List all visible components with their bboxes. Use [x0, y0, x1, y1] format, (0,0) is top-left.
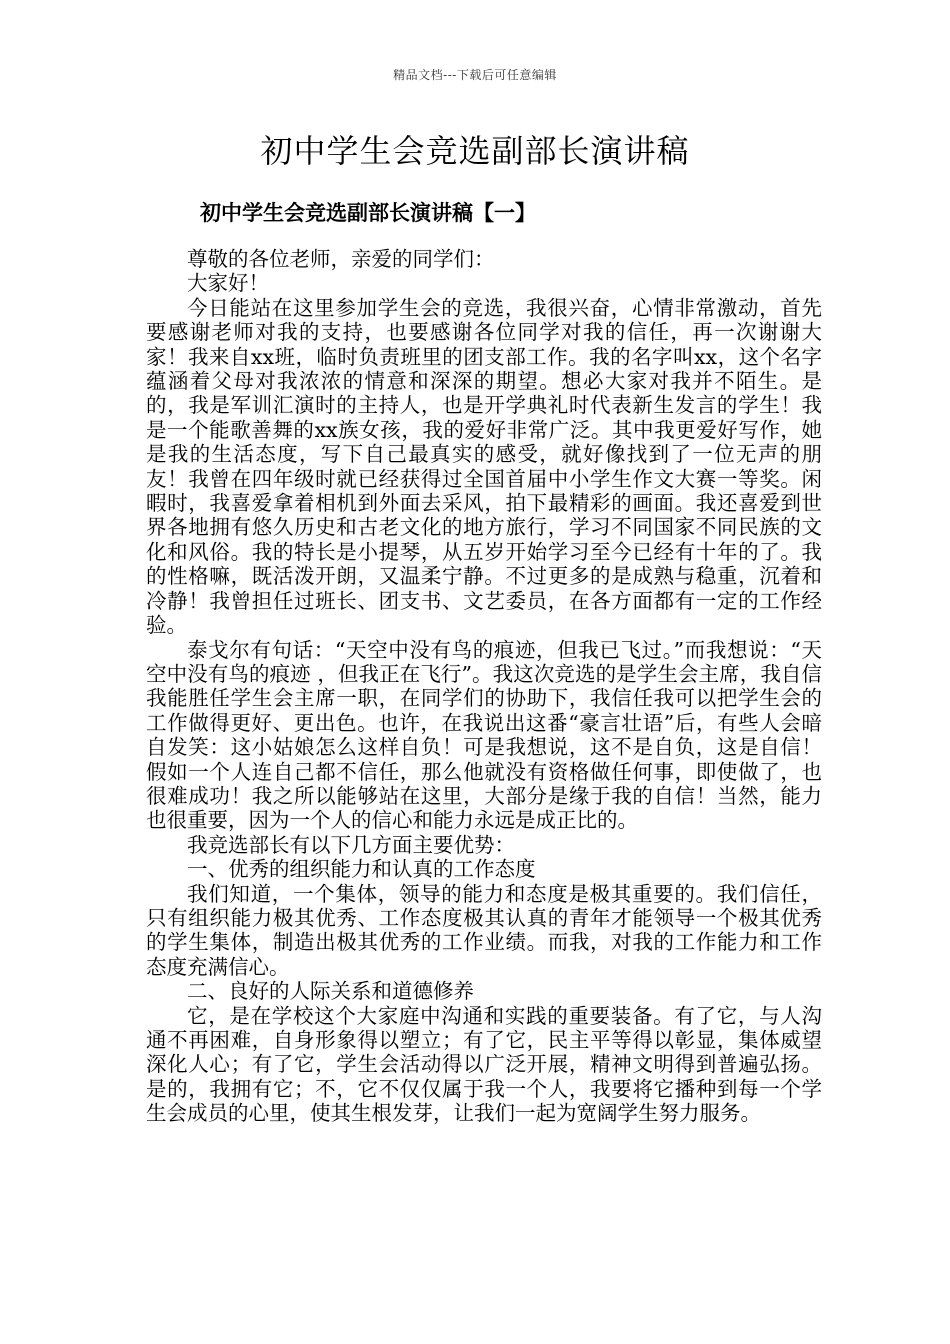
paragraph-section-1: 我们知道，一个集体，领导的能力和态度是极其重要的。我们信任，只有组织能力极其优秀、工作态度极其认真的青年才能领导一个极其优秀的学生集体，制造出极其优秀的工作业绩。而我，对我的工作能力和工作态度充满信心。: [146, 881, 822, 979]
paragraph-confidence: 泰戈尔有句话：“天空中没有鸟的痕迹，但我已飞过。”而我想说：“天空中没有鸟的痕迹 ，但我正在飞行”。我这次竞选的是学生会主席，我自信我能胜任学生会主席一职，在同学们的协助下，我信任我可以把学生会的工作做得更好、更出色。也许，在我说出这番“豪言壮语”后，有些人会暗自发笑：这小姑娘怎么这样自负！可是我想说，这不是自负，这是自信！假如一个人连自己都不信任，那么他就没有资格做任何事，即使做了，也很难成功！我之所以能够站在这里，大部分是缘于我的自信！当然，能力也很重要，因为一个人的信心和能力永远是成正比的。: [146, 637, 822, 833]
section-heading-2: 二、良好的人际关系和道德修养: [187, 979, 474, 1004]
paragraph-section-2: 它，是在学校这个大家庭中沟通和实践的重要装备。有了它，与人沟通不再困难，自身形象得以塑立；有了它，民主平等得以彰显，集体威望深化人心；有了它，学生会活动得以广泛开展，精神文明得到普遍弘扬。是的，我拥有它；不，它不仅仅属于我一个人，我要将它播种到每一个学生会成员的心里，使其生根发芽，让我们一起为宽阔学生努力服务。: [146, 1003, 822, 1126]
paragraph-advantages-intro: 我竞选部长有以下几方面主要优势：: [187, 832, 515, 857]
paragraph-introduction: 今日能站在这里参加学生会的竞选，我很兴奋，心情非常激动，首先要感谢老师对我的支持，也要感谢各位同学对我的信任，再一次谢谢大家！我来自xx班，临时负责班里的团支部工作。我的名字叫xx，这个名字蕴涵着父母对我浓浓的情意和深深的期望。想必大家对我并不陌生。是的，我是军训汇演时的主持人，也是开学典礼时代表新生发言的学生！我是一个能歌善舞的xx族女孩，我的爱好非常广泛。其中我更爱好写作，她是我的生活态度，写下自己最真实的感受，就好像找到了一位无声的朋友！我曾在四年级时就已经获得过全国首届中小学生作文大赛一等奖。闲暇时，我喜爱拿着相机到外面去采风，拍下最精彩的画面。我还喜爱到世界各地拥有悠久历史和古老文化的地方旅行，学习不同国家不同民族的文化和风俗。我的特长是小提琴，从五岁开始学习至今已经有十年的了。我的性格嘛，既活泼开朗，又温柔宁静。不过更多的是成熟与稳重，沉着和冷静！我曾担任过班长、团支书、文艺委员，在各方面都有一定的工作经验。: [146, 295, 822, 638]
header-note: 精品文档---下载后可任意编辑: [393, 68, 557, 82]
section-heading-1: 一、优秀的组织能力和认真的工作态度: [187, 857, 536, 882]
document-title: 初中学生会竞选副部长演讲稿: [260, 132, 690, 170]
paragraph-greeting: 尊敬的各位老师，亲爱的同学们：: [187, 247, 495, 271]
document-body: [146, 247, 822, 1126]
document-subtitle: 初中学生会竞选副部长演讲稿【一】: [200, 200, 536, 225]
paragraph-hello: 大家好！: [187, 271, 269, 296]
